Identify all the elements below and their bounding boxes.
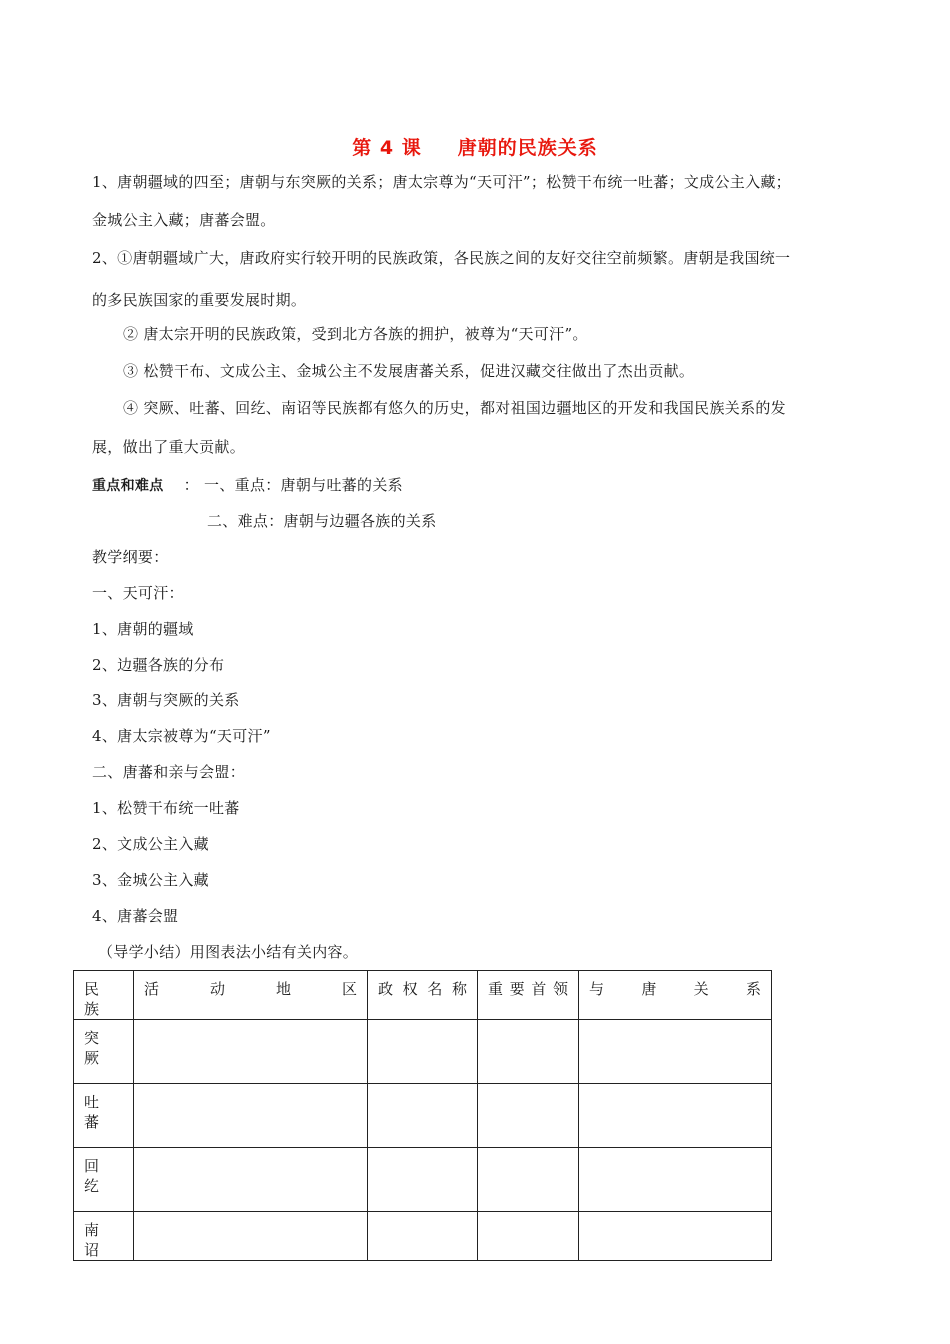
header-activity-area: [134, 971, 368, 1020]
row-label-tujue: 突厥: [74, 1020, 134, 1084]
objective-line-2: 金城公主入藏；唐蕃会盟。: [92, 211, 276, 229]
table-row: [74, 1212, 772, 1261]
header-relation-with-tang: [579, 971, 772, 1020]
outline-section-2-item: 3、金城公主入藏: [92, 871, 209, 889]
table-header-text: 与 唐 关 系: [589, 980, 761, 998]
row-label-tubo: 吐蕃: [74, 1084, 134, 1148]
outline-section-1-item: 2、边疆各族的分布: [92, 656, 225, 674]
keypoints-row: [92, 475, 403, 496]
outline-section-1-item: 1、唐朝的疆域: [92, 620, 194, 638]
table-row: [74, 1148, 772, 1212]
header-ethnic-group: 民族: [74, 971, 134, 1020]
header-regime-name: [368, 971, 478, 1020]
goal-line-2: 的多民族国家的重要发展时期。: [92, 291, 307, 309]
table-row: [74, 1020, 772, 1084]
keypoint-difficult: 二、难点：唐朝与边疆各族的关系: [207, 512, 437, 530]
keypoints-label: 重点和难点: [92, 478, 164, 494]
outline-section-1-item: 3、唐朝与突厥的关系: [92, 691, 240, 709]
outline-section-2-item: 2、文成公主入藏: [92, 835, 209, 853]
outline-section-1-title: 一、天可汗：: [92, 584, 184, 602]
summary-note: （导学小结）用图表法小结有关内容。: [98, 943, 359, 961]
objective-line-1: 1、唐朝疆域的四至；唐朝与东突厥的关系；唐太宗尊为“天可汗”；松赞干布统一吐蕃；文成公主入藏；: [92, 173, 791, 191]
keypoint-key: 一、重点：唐朝与吐蕃的关系: [204, 476, 403, 494]
table-header-row: [74, 971, 772, 1020]
outline-section-2-item: 1、松赞干布统一吐蕃: [92, 799, 240, 817]
goal-item-2: ② 唐太宗开明的民族政策，受到北方各族的拥护，被尊为“天可汗”。: [123, 325, 588, 343]
lesson-number: 第 4 课: [352, 137, 422, 159]
outline-section-2-item: 4、唐蕃会盟: [92, 907, 179, 925]
row-label-huihe: 回纥: [74, 1148, 134, 1212]
header-leaders: [478, 971, 579, 1020]
goal-item-4-line-1: ④ 突厥、吐蕃、回纥、南诏等民族都有悠久的历史，都对祖国边疆地区的开发和我国民族关系的发: [123, 399, 786, 417]
goal-item-3: ③ 松赞干布、文成公主、金城公主不发展唐蕃关系，促进汉藏交往做出了杰出贡献。: [123, 362, 695, 380]
table-header-text: 重 要 首 领: [488, 980, 568, 998]
keypoints-sep: ：: [183, 476, 199, 494]
lesson-title: [0, 133, 950, 160]
table-header-text: 活 动 地 区: [144, 980, 357, 998]
table-header-text: 政 权 名 称: [378, 980, 467, 998]
outline-heading: 教学纲要：: [92, 548, 169, 566]
summary-table: [73, 970, 772, 1261]
row-label-nanzhao: 南诏: [74, 1212, 134, 1261]
outline-section-2-title: 二、唐蕃和亲与会盟：: [92, 763, 246, 781]
table-row: [74, 1084, 772, 1148]
outline-section-1-item: 4、唐太宗被尊为“天可汗”: [92, 727, 271, 745]
goal-line-1: 2、①唐朝疆域广大，唐政府实行较开明的民族政策，各民族之间的友好交往空前频繁。唐朝是我国统一: [92, 249, 791, 267]
lesson-name: 唐朝的民族关系: [457, 137, 598, 159]
goal-item-4-line-2: 展，做出了重大贡献。: [92, 438, 246, 456]
